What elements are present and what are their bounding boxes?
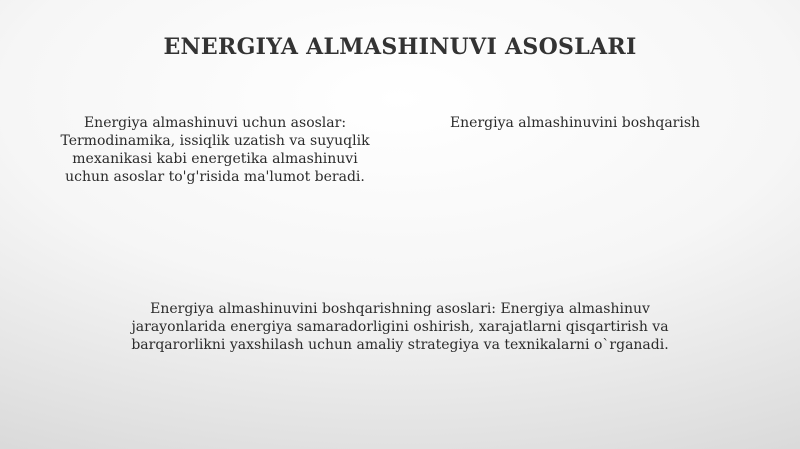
slide-title: ENERGIYA ALMASHINUVI ASOSLARI <box>163 34 637 60</box>
right-text-box: Energiya almashinuvini boshqarish <box>449 115 701 131</box>
bottom-text-box: Energiya almashinuvini boshqarishning asoslari: Energiya almashinuv jarayonlarida energiya samaradorligini oshirish, xarajatlarni qisqartirish va barqarorlikni yaxshilash uchun amaliy strategiya va texnikalarni o`rganadi. <box>131 301 669 353</box>
left-text-box: Energiya almashinuvi uchun asoslar: Termodinamika, issiqlik uzatish va suyuqlik mexanikasi kabi energetika almashinuvi uchun asoslar to'g'risida ma'lumot beradi. <box>60 115 370 185</box>
